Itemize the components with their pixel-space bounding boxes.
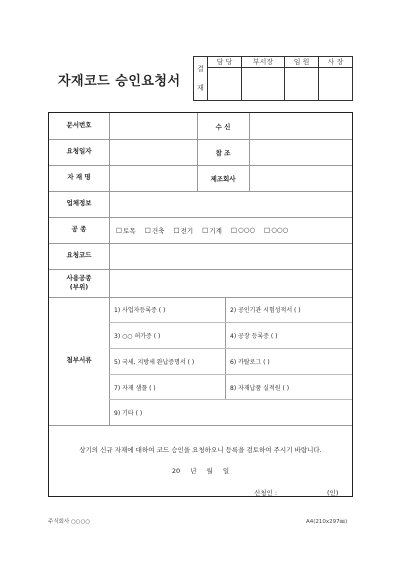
attachment-item-9[interactable]: 9) 기타 ( ) bbox=[114, 410, 143, 417]
label-manufacturer: 제조회사 bbox=[210, 174, 236, 183]
approval-side-char-2: 재 bbox=[197, 83, 204, 92]
field-doc-no[interactable] bbox=[109, 113, 197, 139]
field-reference[interactable] bbox=[249, 139, 352, 165]
label-usage bbox=[49, 269, 109, 297]
approval-header-staff: 담 당 bbox=[208, 57, 242, 68]
row-company-info bbox=[49, 191, 352, 218]
attachment-item-8[interactable]: 8) 자재납품 실적원 ( ) bbox=[230, 384, 290, 392]
approval-header-executive: 임 원 bbox=[285, 57, 319, 68]
request-date-line: 20 년 월 일 bbox=[171, 467, 230, 475]
work-option-other-2: ○○○ bbox=[271, 226, 289, 234]
row-material-name bbox=[49, 165, 352, 192]
checkbox-icon[interactable]: □ bbox=[230, 226, 238, 234]
work-option-mechanical: 기계 bbox=[209, 226, 222, 235]
row-request-date bbox=[49, 139, 352, 166]
attachment-item-5[interactable]: 5) 국세, 지방세 완납증명서 ( ) bbox=[114, 359, 195, 366]
checkbox-icon[interactable]: □ bbox=[202, 226, 209, 234]
seal-mark: (인) bbox=[327, 489, 339, 497]
field-material-name[interactable] bbox=[109, 165, 197, 191]
label-company-info: 업체정보 bbox=[66, 199, 92, 208]
approval-sign-dept-head[interactable] bbox=[241, 68, 284, 101]
field-usage[interactable] bbox=[109, 269, 352, 297]
attachment-item-3[interactable]: 3) ○○ 허가증 ( ) bbox=[114, 333, 161, 340]
request-statement: 상기의 신규 자재에 대하여 코드 승인을 요청하오니 등록을 검토하여 주시기 바랍니다. bbox=[79, 446, 322, 454]
approval-header-president: 사 장 bbox=[319, 57, 353, 68]
label-reference: 참 조 bbox=[215, 148, 231, 157]
field-request-code[interactable] bbox=[109, 243, 352, 269]
field-request-date[interactable] bbox=[109, 139, 197, 165]
form-table bbox=[48, 112, 353, 497]
checkbox-icon[interactable]: □ bbox=[173, 226, 180, 234]
label-usage-line2: (부위) bbox=[69, 283, 89, 291]
label-request-date: 요청일자 bbox=[66, 147, 92, 156]
attachment-item-7[interactable]: 7) 자재 샘플 ( ) bbox=[114, 384, 156, 392]
row-request-code bbox=[49, 243, 352, 270]
label-usage-line1: 사용공종 bbox=[66, 273, 92, 282]
approval-side-char-1: 결 bbox=[197, 65, 204, 74]
field-company-info[interactable] bbox=[109, 191, 352, 217]
attachment-item-6[interactable]: 6) 카탈로그 ( ) bbox=[230, 359, 270, 366]
work-option-other-1: ○○○ bbox=[238, 226, 256, 234]
row-doc-no bbox=[49, 113, 352, 140]
attachment-item-4[interactable]: 4) 공장 등록증 ( ) bbox=[230, 333, 278, 340]
label-doc-no: 문서번호 bbox=[66, 121, 92, 130]
approval-table bbox=[193, 56, 353, 101]
work-option-civil: 토목 bbox=[123, 226, 136, 235]
label-attachments: 첨부서류 bbox=[66, 356, 92, 365]
approval-sign-president[interactable] bbox=[319, 68, 353, 101]
checkbox-icon[interactable]: □ bbox=[116, 226, 123, 234]
work-type-options bbox=[112, 217, 288, 243]
checkbox-icon[interactable]: □ bbox=[144, 226, 151, 234]
row-usage bbox=[49, 269, 352, 298]
applicant-label: 신청인 : bbox=[254, 489, 278, 497]
label-work-type: 공 종 bbox=[71, 225, 87, 234]
attachment-item-2[interactable]: 2) 공인기관 시험성적서 ( ) bbox=[230, 307, 301, 314]
field-receiver[interactable] bbox=[249, 113, 352, 139]
paper-size: A4(210x297㎜) bbox=[306, 519, 348, 525]
field-manufacturer[interactable] bbox=[249, 165, 352, 191]
label-material-name: 자 재 명 bbox=[67, 173, 91, 182]
document-title: 자재코드 승인요청서 bbox=[58, 74, 181, 89]
approval-side-label bbox=[194, 57, 208, 101]
company-name: 주식회사 ○○○○ bbox=[48, 519, 91, 525]
checkbox-icon[interactable]: □ bbox=[264, 226, 271, 234]
approval-sign-staff[interactable] bbox=[208, 68, 242, 101]
approval-header-dept-head: 부서장 bbox=[241, 57, 284, 68]
row-attachments bbox=[49, 297, 352, 426]
attachment-item-1[interactable]: 1) 사업자등록증 ( ) bbox=[114, 307, 166, 314]
label-receiver: 수 신 bbox=[215, 122, 231, 131]
row-work-type bbox=[49, 217, 352, 244]
approval-sign-executive[interactable] bbox=[285, 68, 319, 101]
work-option-architecture: 건축 bbox=[151, 226, 165, 235]
work-option-electrical: 전기 bbox=[180, 226, 194, 235]
label-request-code: 요청코드 bbox=[66, 251, 92, 260]
